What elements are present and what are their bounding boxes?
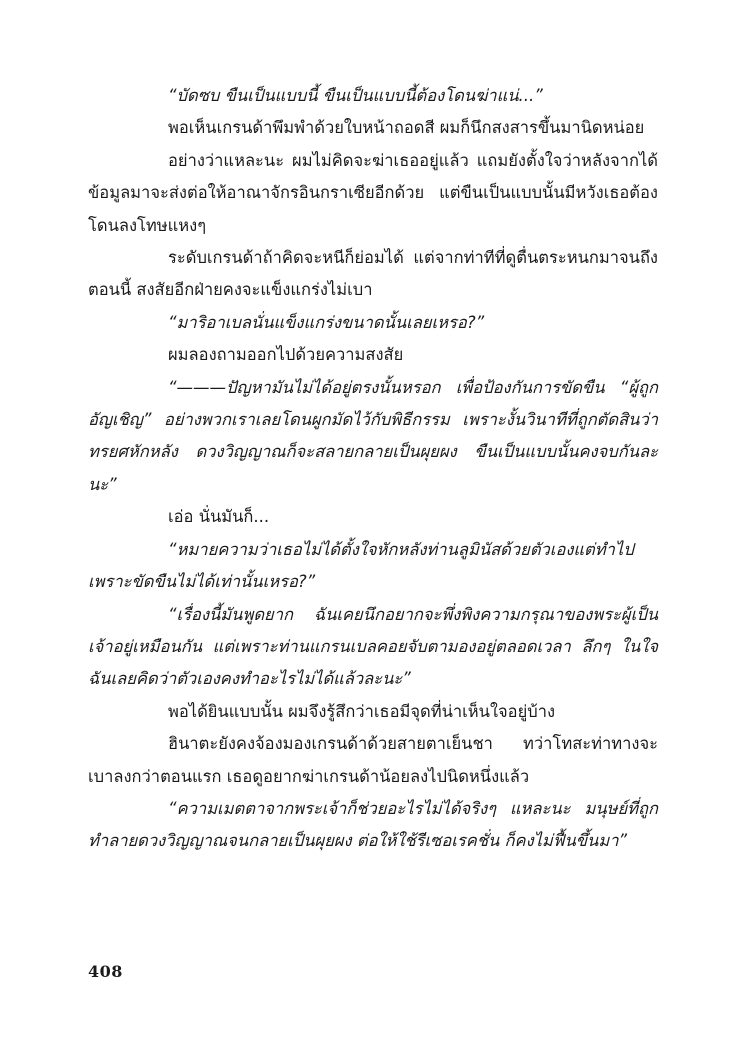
paragraph: “———ปัญหามันไม่ได้อยู่ตรงนั้นหรอก เพื่อป้องกันการขัดขืน “ผู้ถูกอัญเชิญ” อย่างพวกเราเลยโดนผูกมัดไว้กับพิธีกรรม เพราะงั้นวินาทีที่ถูกตัดสินว่าทรยศหักหลัง ดวงวิญญาณก็จะสลายกลายเป็นผุยผง ขืนเป็นแบบนั้นคงจบกันละนะ”: [88, 377, 658, 494]
paragraph: “มาริอาเบลนั่นแข็งแกร่งขนาดนั้นเลยเหรอ?”: [168, 312, 485, 332]
page-number: 408: [88, 962, 123, 981]
paragraph: “หมายความว่าเธอไม่ได้ตั้งใจหักหลังท่านลูมินัสด้วยตัวเองแต่ทำไปเพราะขัดขืนไม่ได้เท่านั้นเหรอ?”: [88, 539, 634, 592]
paragraph: ฮินาตะยังคงจ้องมองเกรนด้าด้วยสายตาเย็นชา ทว่าโทสะท่าทางจะเบาลงกว่าตอนแรก เธอดูอยากฆ่าเกรนด้าน้อยลงไปนิดหนึ่งแล้ว: [88, 734, 658, 786]
paragraph: “ความเมตตาจากพระเจ้าก็ช่วยอะไรไม่ได้จริงๆ แหละนะ มนุษย์ที่ถูกทำลายดวงวิญญาณจนกลายเป็นผุยผง ต่อให้ใช้รีเซอเรคชั่น ก็คงไม่ฟื้นขึ้นมา”: [88, 798, 658, 851]
paragraph: “เรื่องนี้มันพูดยาก ฉันเคยนึกอยากจะพึ่งพิงความกรุณาของพระผู้เป็นเจ้าอยู่เหมือนกัน แต่เพราะท่านแกรนเบลคอยจับตามองอยู่ตลอดเวลา ลึกๆ ในใจฉันเลยคิดว่าตัวเองคงทำอะไรไม่ได้แล้วละนะ”: [88, 604, 658, 689]
paragraph: เอ่อ นั่นมันก็...: [168, 507, 270, 527]
body-text: [88, 80, 658, 858]
paragraph: ระดับเกรนด้าถ้าคิดจะหนีก็ย่อมได้ แต่จากท่าทีที่ดูตื่นตระหนกมาจนถึงตอนนี้ สงสัยอีกฝ่ายคงจะแข็งแกร่งไม่เบา: [88, 248, 658, 300]
paragraph: พอได้ยินแบบนั้น ผมจึงรู้สึกว่าเธอมีจุดที่น่าเห็นใจอยู่บ้าง: [168, 701, 556, 721]
paragraph: “บัดซบ ขืนเป็นแบบนี้ ขืนเป็นแบบนี้ต้องโดนฆ่าแน่...”: [168, 86, 543, 105]
paragraph: พอเห็นเกรนด้าพึมพำด้วยใบหน้าถอดสี ผมก็นึกสงสารขึ้นมานิดหน่อย: [168, 118, 645, 138]
paragraph: อย่างว่าแหละนะ ผมไม่คิดจะฆ่าเธออยู่แล้ว แถมยังตั้งใจว่าหลังจากได้ข้อมูลมาจะส่งต่อให้อาณาจักรอินกราเซียอีกด้วย แต่ขืนเป็นแบบนั้นมีหวังเธอต้องโดนลงโทษแหงๆ: [88, 150, 658, 235]
paragraph: ผมลองถามออกไปด้วยความสงสัย: [168, 345, 404, 365]
